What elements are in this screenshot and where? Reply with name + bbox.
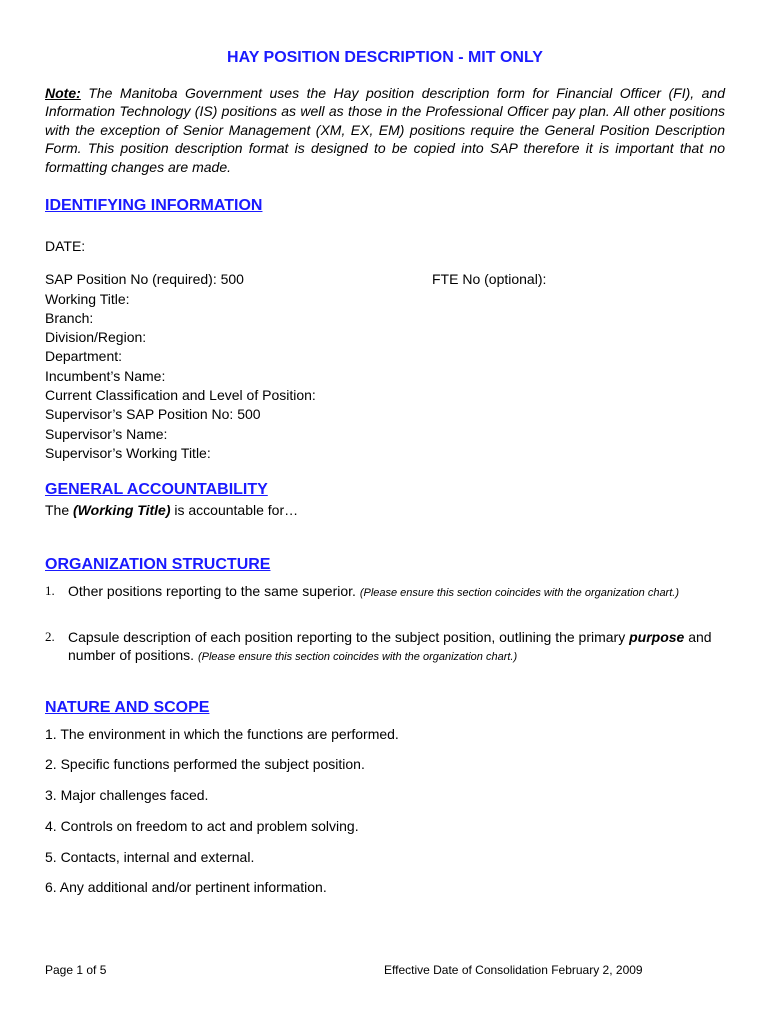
nature-heading: NATURE AND SCOPE: [45, 699, 210, 716]
date-label: DATE:: [45, 238, 86, 254]
organization-heading: ORGANIZATION STRUCTURE: [45, 556, 271, 573]
department-label: Department:: [45, 348, 123, 364]
supervisor-title-label: Supervisor’s Working Title:: [45, 445, 211, 461]
general-heading: GENERAL ACCOUNTABILITY: [45, 481, 268, 498]
fte-label: FTE No (optional):: [432, 271, 547, 287]
general-pre: The: [45, 502, 74, 518]
effective-date: Effective Date of Consolidation February 2, 2009: [384, 963, 643, 977]
note-text: The Manitoba Government uses the Hay position description form for Financial Officer (FI), and Information Technology (IS) positions as well as those in the Professional Officer pay plan. All other positions with the exception of Senior Management (XM, EX, EM) positions require the General Position Description Form. This position description format is designed to be copied into SAP therefore it is important that no formatting changes are made.: [45, 85, 726, 175]
general-post: is accountable for…: [170, 502, 299, 518]
org-item-2-text2: and number of positions.: [68, 629, 712, 663]
supervisor-name-label: Supervisor’s Name:: [45, 426, 168, 442]
org-item-2-text: Capsule description of each position reporting to the subject position, outlining the primary: [68, 629, 630, 645]
nature-item: 1. The environment in which the functions are performed.: [45, 726, 399, 742]
general-text: [45, 502, 298, 518]
sap-position-label: SAP Position No (required): 500: [45, 271, 244, 287]
note-label: Note:: [45, 85, 81, 101]
general-emph: (Working Title): [73, 502, 171, 518]
nature-item: 6. Any additional and/or pertinent information.: [45, 879, 327, 895]
nature-item: 3. Major challenges faced.: [45, 787, 209, 803]
org-item-2-emph: purpose: [629, 629, 685, 645]
org-item-1: [45, 582, 725, 602]
nature-item: 5. Contacts, internal and external.: [45, 849, 255, 865]
note-paragraph: [45, 84, 725, 176]
nature-item: 2. Specific functions performed the subject position.: [45, 756, 365, 772]
identifying-heading: IDENTIFYING INFORMATION: [45, 197, 263, 214]
nature-item: 4. Controls on freedom to act and problem solving.: [45, 818, 359, 834]
supervisor-sap-label: Supervisor’s SAP Position No: 500: [45, 406, 261, 422]
page-number: Page 1 of 5: [45, 963, 107, 977]
division-label: Division/Region:: [45, 329, 147, 345]
page-title: HAY POSITION DESCRIPTION - MIT ONLY: [227, 49, 543, 66]
org-item-1-number: 1.: [45, 583, 55, 598]
incumbent-label: Incumbent’s Name:: [45, 368, 166, 384]
branch-label: Branch:: [45, 310, 94, 326]
org-item-1-note: (Please ensure this section coincides with the organization chart.): [359, 587, 679, 599]
classification-label: Current Classification and Level of Position:: [45, 387, 316, 403]
org-item-1-text: Other positions reporting to the same superior.: [68, 583, 360, 599]
org-item-2-number: 2.: [45, 629, 55, 644]
working-title-label: Working Title:: [45, 291, 130, 307]
org-item-2: [45, 628, 725, 666]
org-item-2-note: (Please ensure this section coincides with the organization chart.): [197, 651, 518, 663]
